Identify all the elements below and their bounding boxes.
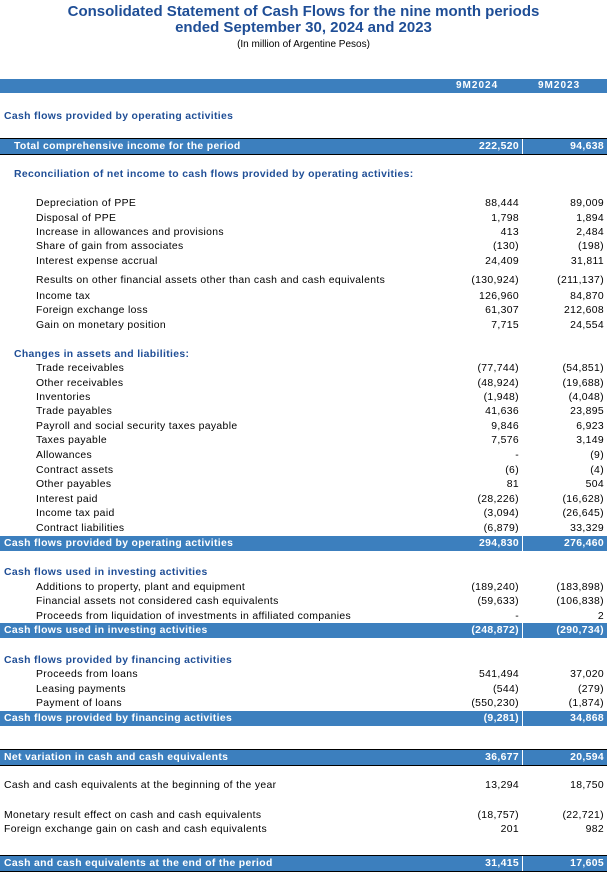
value-9m2023: (4) bbox=[590, 465, 604, 476]
table-row bbox=[0, 492, 607, 507]
value-9m2024: (48,924) bbox=[477, 378, 519, 389]
value-9m2024: (3,094) bbox=[483, 508, 519, 519]
value-9m2023: 2,484 bbox=[576, 227, 604, 238]
row-label: Disposal of PPE bbox=[36, 213, 117, 224]
value-9m2024: 413 bbox=[500, 227, 519, 238]
value-9m2024: - bbox=[515, 450, 519, 461]
value-9m2023: 31,811 bbox=[570, 256, 604, 267]
value-9m2023: 982 bbox=[585, 824, 604, 835]
value-9m2023: 276,460 bbox=[563, 538, 604, 549]
table-row bbox=[0, 419, 607, 434]
value-9m2023: 504 bbox=[585, 479, 604, 490]
value-9m2024: 36,677 bbox=[485, 752, 519, 763]
value-9m2023: (183,898) bbox=[556, 582, 604, 593]
row-label: Cash flows used in investing activities bbox=[4, 567, 208, 578]
statement-title-line-1: Consolidated Statement of Cash Flows for the nine month periods bbox=[67, 3, 540, 20]
table-row bbox=[0, 506, 607, 521]
value-9m2023: (211,137) bbox=[557, 275, 604, 286]
value-9m2024: (189,240) bbox=[471, 582, 519, 593]
value-9m2023: 23,895 bbox=[570, 406, 604, 417]
value-9m2024: (28,226) bbox=[477, 494, 519, 505]
value-9m2023: 89,009 bbox=[570, 198, 604, 209]
table-row bbox=[0, 667, 607, 682]
table-row bbox=[0, 303, 607, 318]
table-row bbox=[0, 239, 607, 254]
row-label: Proceeds from liquidation of investments in affiliated companies bbox=[36, 611, 352, 622]
value-9m2024: 1,798 bbox=[491, 213, 519, 224]
row-label: Cash flows provided by financing activities bbox=[4, 655, 233, 666]
row-label: Proceeds from loans bbox=[36, 669, 138, 680]
section-heading-row bbox=[0, 565, 607, 580]
table-row bbox=[0, 808, 607, 823]
row-label: Other payables bbox=[36, 479, 112, 490]
row-label: Total comprehensive income for the period bbox=[14, 141, 241, 152]
value-9m2024: 88,444 bbox=[485, 198, 519, 209]
row-label: Additions to property, plant and equipment bbox=[36, 582, 246, 593]
row-label: Allowances bbox=[36, 450, 93, 461]
value-9m2024: 201 bbox=[500, 824, 519, 835]
row-label: Monetary result effect on cash and cash equivalents bbox=[4, 810, 262, 821]
table-row bbox=[0, 390, 607, 405]
row-label: Net variation in cash and cash equivalents bbox=[4, 752, 229, 763]
row-label: Reconciliation of net income to cash flows provided by operating activities: bbox=[14, 169, 414, 180]
value-9m2024: - bbox=[515, 611, 519, 622]
table-row bbox=[0, 211, 607, 226]
row-label: Trade payables bbox=[36, 406, 113, 417]
row-label: Cash flows used in investing activities bbox=[4, 625, 208, 636]
row-label: Depreciation of PPE bbox=[36, 198, 137, 209]
value-9m2024: 61,307 bbox=[485, 305, 519, 316]
row-label: Inventories bbox=[36, 392, 91, 403]
value-9m2023: (22,721) bbox=[562, 810, 604, 821]
table-row bbox=[0, 404, 607, 419]
value-9m2024: 41,636 bbox=[485, 406, 519, 417]
table-row bbox=[0, 196, 607, 211]
table-row bbox=[0, 521, 607, 536]
value-9m2023: 33,329 bbox=[570, 523, 604, 534]
column-separator bbox=[522, 536, 523, 551]
row-label: Foreign exchange loss bbox=[36, 305, 148, 316]
table-row bbox=[0, 609, 607, 624]
total-row bbox=[0, 536, 607, 551]
value-9m2024: 81 bbox=[506, 479, 519, 490]
section-heading-row bbox=[0, 167, 607, 182]
value-9m2024: (544) bbox=[492, 684, 519, 695]
value-9m2024: (130,924) bbox=[471, 275, 519, 286]
value-9m2023: 18,750 bbox=[570, 780, 604, 791]
value-9m2024: (9,281) bbox=[483, 713, 519, 724]
column-separator bbox=[522, 139, 523, 154]
total-row bbox=[0, 749, 607, 766]
value-9m2023: (26,645) bbox=[562, 508, 604, 519]
row-label: Cash and cash equivalents at the beginning of the year bbox=[4, 780, 277, 791]
row-label: Cash flows provided by financing activities bbox=[4, 713, 233, 724]
value-9m2023: (4,048) bbox=[568, 392, 604, 403]
value-9m2023: (16,628) bbox=[562, 494, 604, 505]
value-9m2024: 31,415 bbox=[485, 858, 519, 869]
table-row bbox=[0, 778, 607, 793]
value-9m2023: 3,149 bbox=[576, 435, 604, 446]
row-label: Contract liabilities bbox=[36, 523, 125, 534]
table-row bbox=[0, 696, 607, 711]
row-label: Other receivables bbox=[36, 378, 124, 389]
row-label: Increase in allowances and provisions bbox=[36, 227, 224, 238]
value-9m2024: (248,872) bbox=[471, 625, 519, 636]
section-heading-row bbox=[0, 653, 607, 668]
value-9m2024: 13,294 bbox=[485, 780, 519, 791]
table-row bbox=[0, 594, 607, 609]
value-9m2023: 6,923 bbox=[576, 421, 604, 432]
value-9m2024: (550,230) bbox=[471, 698, 519, 709]
value-9m2023: 212,608 bbox=[563, 305, 604, 316]
statement-subtitle: (In million of Argentine Pesos) bbox=[237, 39, 370, 50]
value-9m2024: 7,576 bbox=[491, 435, 519, 446]
value-9m2024: (77,744) bbox=[477, 363, 519, 374]
table-row bbox=[0, 273, 607, 288]
row-label: Share of gain from associates bbox=[36, 241, 184, 252]
row-label: Cash and cash equivalents at the end of the period bbox=[4, 858, 273, 869]
value-9m2023: (198) bbox=[577, 241, 604, 252]
table-row bbox=[0, 318, 607, 333]
column-separator bbox=[522, 711, 523, 726]
statement-title-line-2: ended September 30, 2024 and 2023 bbox=[175, 19, 432, 36]
table-row bbox=[0, 225, 607, 240]
row-label: Income tax paid bbox=[36, 508, 115, 519]
row-label: Financial assets not considered cash equivalents bbox=[36, 596, 279, 607]
table-row bbox=[0, 376, 607, 391]
column-header-9m2023: 9M2023 bbox=[538, 80, 581, 91]
value-9m2024: (59,633) bbox=[477, 596, 519, 607]
column-separator bbox=[522, 750, 523, 765]
value-9m2024: (18,757) bbox=[477, 810, 519, 821]
total-row bbox=[0, 855, 607, 872]
row-label: Foreign exchange gain on cash and cash equivalents bbox=[4, 824, 268, 835]
value-9m2023: 24,554 bbox=[570, 320, 604, 331]
value-9m2024: (6) bbox=[505, 465, 519, 476]
table-row bbox=[0, 822, 607, 837]
row-label: Income tax bbox=[36, 291, 91, 302]
table-row bbox=[0, 289, 607, 304]
column-separator bbox=[522, 856, 523, 871]
value-9m2023: (1,874) bbox=[568, 698, 604, 709]
section-heading-row bbox=[0, 109, 607, 124]
row-label: Payroll and social security taxes payable bbox=[36, 421, 238, 432]
row-label: Cash flows provided by operating activities bbox=[4, 538, 234, 549]
value-9m2023: (279) bbox=[577, 684, 604, 695]
row-label: Taxes payable bbox=[36, 435, 107, 446]
value-9m2023: (290,734) bbox=[556, 625, 604, 636]
value-9m2023: 94,638 bbox=[570, 141, 604, 152]
row-label: Trade receivables bbox=[36, 363, 125, 374]
value-9m2024: 24,409 bbox=[485, 256, 519, 267]
table-row bbox=[0, 361, 607, 376]
row-label: Gain on monetary position bbox=[36, 320, 167, 331]
value-9m2024: (130) bbox=[492, 241, 519, 252]
row-label: Changes in assets and liabilities: bbox=[14, 349, 190, 360]
value-9m2024: 294,830 bbox=[478, 538, 519, 549]
row-label: Interest expense accrual bbox=[36, 256, 158, 267]
value-9m2024: 7,715 bbox=[491, 320, 519, 331]
row-label: Leasing payments bbox=[36, 684, 126, 695]
column-header-bar bbox=[0, 79, 607, 93]
row-label: Contract assets bbox=[36, 465, 114, 476]
row-label: Interest paid bbox=[36, 494, 98, 505]
column-separator bbox=[522, 623, 523, 638]
row-label: Results on other financial assets other than cash and cash equivalents bbox=[36, 275, 386, 286]
value-9m2023: (54,851) bbox=[562, 363, 604, 374]
value-9m2023: 84,870 bbox=[570, 291, 604, 302]
total-row bbox=[0, 138, 607, 155]
column-header-9m2024: 9M2024 bbox=[456, 80, 499, 91]
value-9m2024: (6,879) bbox=[483, 523, 519, 534]
value-9m2023: (19,688) bbox=[562, 378, 604, 389]
section-heading-row bbox=[0, 347, 607, 362]
table-row bbox=[0, 580, 607, 595]
value-9m2023: 37,020 bbox=[570, 669, 604, 680]
value-9m2023: (106,838) bbox=[556, 596, 604, 607]
table-row bbox=[0, 448, 607, 463]
value-9m2024: 222,520 bbox=[478, 141, 519, 152]
value-9m2024: 126,960 bbox=[478, 291, 519, 302]
value-9m2023: 34,868 bbox=[570, 713, 604, 724]
value-9m2023: 17,605 bbox=[570, 858, 604, 869]
value-9m2023: 2 bbox=[597, 611, 604, 622]
total-row bbox=[0, 623, 607, 638]
value-9m2024: (1,948) bbox=[483, 392, 519, 403]
value-9m2023: 20,594 bbox=[570, 752, 604, 763]
table-row bbox=[0, 463, 607, 478]
total-row bbox=[0, 711, 607, 726]
value-9m2023: (9) bbox=[590, 450, 604, 461]
value-9m2023: 1,894 bbox=[576, 213, 604, 224]
table-row bbox=[0, 433, 607, 448]
table-row bbox=[0, 254, 607, 269]
table-row bbox=[0, 682, 607, 697]
row-label: Payment of loans bbox=[36, 698, 122, 709]
value-9m2024: 541,494 bbox=[478, 669, 519, 680]
value-9m2024: 9,846 bbox=[491, 421, 519, 432]
table-row bbox=[0, 477, 607, 492]
row-label: Cash flows provided by operating activities bbox=[4, 111, 234, 122]
